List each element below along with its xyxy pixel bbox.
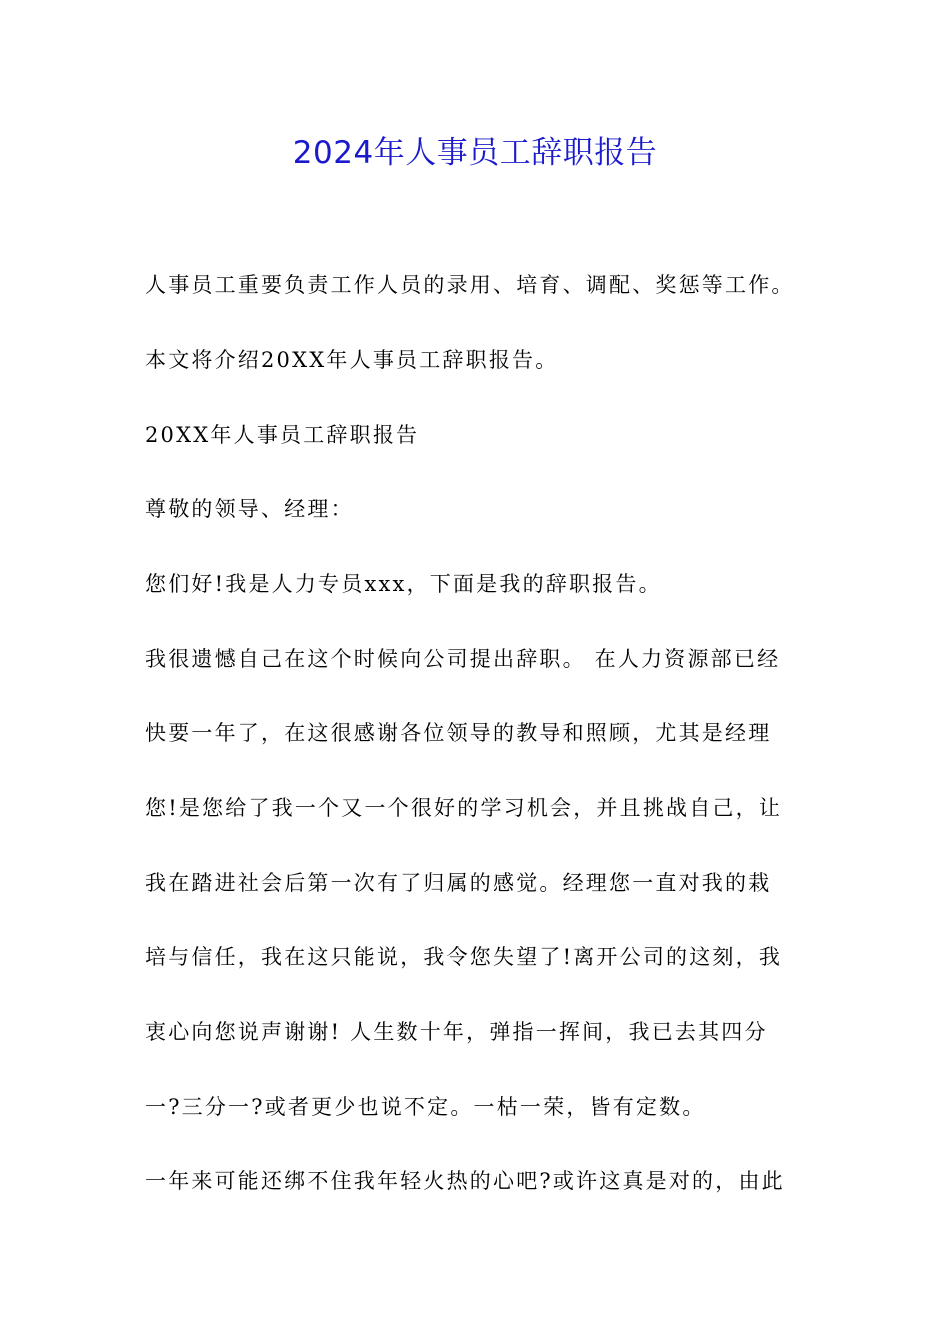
paragraph-line: 快要一年了，在这很感谢各位领导的教导和照顾，尤其是经理 [145,721,772,745]
salutation: 尊敬的领导、经理： [145,497,354,521]
paragraph-line: 20XX年人事员工辞职报告 [145,423,420,447]
paragraph-line: 本文将介绍20XX年人事员工辞职报告。 [145,348,559,372]
paragraph-line: 一年来可能还绑不住我年轻火热的心吧?或许这真是对的，由此 [145,1169,785,1193]
paragraph-line: 我很遗憾自己在这个时候向公司提出辞职。 在人力资源部已经 [145,647,781,671]
paragraph-line: 人事员工重要负责工作人员的录用、培育、调配、奖惩等工作。 [145,273,795,297]
page-title: 2024年人事员工辞职报告 [292,135,658,171]
paragraph-line: 培与信任，我在这只能说，我令您失望了!离开公司的这刻，我 [145,945,783,969]
paragraph-line: 我在踏进社会后第一次有了归属的感觉。经理您一直对我的栽 [145,871,772,895]
paragraph-line: 您!是您给了我一个又一个很好的学习机会，并且挑战自己，让 [145,796,783,820]
paragraph-line: 衷心向您说声谢谢! 人生数十年，弹指一挥间，我已去其四分 [145,1020,768,1044]
paragraph-line: 一?三分一?或者更少也说不定。一枯一荣，皆有定数。 [145,1095,706,1119]
paragraph-line: 您们好!我是人力专员xxx，下面是我的辞职报告。 [145,572,662,596]
